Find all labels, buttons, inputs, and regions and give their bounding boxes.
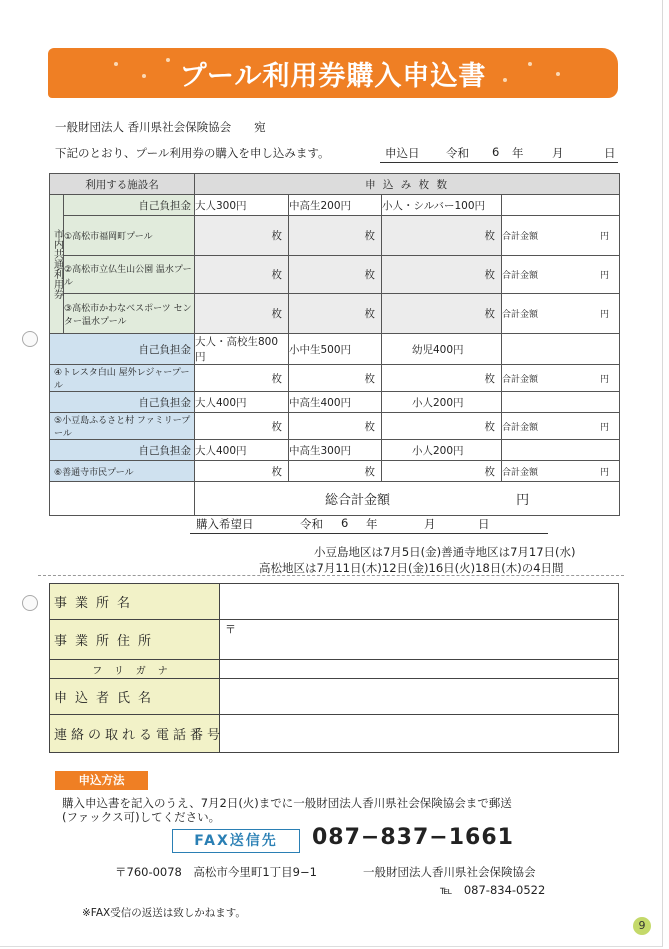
facility-row-6: ⑥善通寺市民プール bbox=[50, 461, 195, 482]
count-input[interactable]: 枚 bbox=[382, 461, 502, 482]
office-name-label: 事業所名 bbox=[50, 584, 220, 620]
cut-line bbox=[38, 575, 624, 576]
count-input[interactable]: 枚 bbox=[382, 413, 502, 440]
count-input[interactable]: 枚 bbox=[289, 216, 382, 256]
intro-text: 下記のとおり、プール利用券の購入を申し込みます。 bbox=[55, 146, 330, 160]
postal-address: 〒760-0078 高松市今里町1丁目9−1 bbox=[115, 865, 317, 879]
phone-label: 連絡の取れる電話番号 bbox=[50, 715, 220, 753]
fax-label: FAX送信先 bbox=[172, 829, 300, 853]
count-input[interactable]: 枚 bbox=[382, 256, 502, 294]
count-input[interactable]: 枚 bbox=[195, 413, 289, 440]
price-child: 小人・シルバー100円 bbox=[382, 195, 502, 216]
addressee: 一般財団法人 香川県社会保険協会 宛 bbox=[55, 120, 266, 134]
total-amount-field[interactable]: 合計金額 円 bbox=[502, 365, 620, 392]
facility-row-5: ⑤小豆島ふるさと村 ファミリープール bbox=[50, 413, 195, 440]
side-label: 市内共通利用券 bbox=[50, 195, 64, 334]
count-input[interactable]: 枚 bbox=[195, 365, 289, 392]
note-line-2: 高松地区は7月11日(木)12日(金)16日(火)18日(木)の4日間 bbox=[259, 561, 564, 575]
page-number: 9 bbox=[633, 917, 651, 935]
method-text-2: (ファックス可)してください。 bbox=[62, 810, 221, 824]
count-input[interactable]: 枚 bbox=[382, 294, 502, 334]
application-table: 利用する施設名 申 込 み 枚 数 市内共通利用券 自己負担金 大人300円 中高生200円 小人・シルバー100円 ①高松市福岡町プール 枚 枚 枚 合計金額 円 ②高松市立仏生山公園 温水プール 枚 枚 枚 合計金額 円 ③高松市かわなべスポーツ センター温水プール 枚 枚 枚 合計金額 円 自己負担金 大人・高校生800円 小中生500円 幼児400円 ④トレスタ白山 屋外レジャープール 枚 枚 枚 合計金額 円 自己負担金 大人400円 中高生400円 小人200円 ⑤小豆島ふるさと村 ファミリープール 枚 枚 枚 合計金額 円 自己負担金 大人400円 中高生300円 小人200円 ⑥善通寺市民プール 枚 枚 枚 合計金額 円 総合計金額 円 bbox=[49, 173, 620, 516]
furigana-field[interactable] bbox=[220, 660, 619, 679]
count-input[interactable]: 枚 bbox=[195, 216, 289, 256]
count-input[interactable]: 枚 bbox=[289, 461, 382, 482]
applicant-field[interactable] bbox=[220, 679, 619, 715]
fax-note: ※FAX受信の返送は致しかねます。 bbox=[82, 907, 246, 919]
total-amount-field[interactable]: 合計金額 円 bbox=[502, 216, 620, 256]
furigana-label: フリガナ bbox=[50, 660, 220, 679]
total-amount-field[interactable]: 合計金額 円 bbox=[502, 294, 620, 334]
count-input[interactable]: 枚 bbox=[289, 256, 382, 294]
self-pay-label: 自己負担金 bbox=[64, 195, 195, 216]
facility-row-2: ②高松市立仏生山公園 温水プール bbox=[64, 256, 195, 294]
total-amount-field[interactable]: 合計金額 円 bbox=[502, 461, 620, 482]
price-adult: 大人300円 bbox=[195, 195, 289, 216]
page-title: プール利用券購入申込書 bbox=[179, 61, 487, 92]
tel-number: ℡ 087-834-0522 bbox=[440, 883, 546, 897]
phone-field[interactable] bbox=[220, 715, 619, 753]
count-input[interactable]: 枚 bbox=[289, 365, 382, 392]
facility-row-4: ④トレスタ白山 屋外レジャープール bbox=[50, 365, 195, 392]
count-input[interactable]: 枚 bbox=[195, 294, 289, 334]
method-text-1: 購入申込書を記入のうえ、7月2日(火)までに一般財団法人香川県社会保険協会まで郵送 bbox=[62, 796, 512, 810]
facility-row-3: ③高松市かわなべスポーツ センター温水プール bbox=[64, 294, 195, 334]
count-input[interactable]: 枚 bbox=[289, 413, 382, 440]
note-line-1: 小豆島地区は7月5日(金)善通寺地区は7月17日(水) bbox=[314, 545, 576, 559]
binder-hole-icon bbox=[22, 331, 38, 347]
grand-total-field[interactable]: 総合計金額 円 bbox=[195, 482, 620, 516]
applicant-label: 申込者氏名 bbox=[50, 679, 220, 715]
binder-hole-icon bbox=[22, 595, 38, 611]
count-input[interactable]: 枚 bbox=[382, 216, 502, 256]
count-input[interactable]: 枚 bbox=[195, 461, 289, 482]
decorative-dot bbox=[629, 64, 647, 82]
office-address-label: 事業所住所 bbox=[50, 620, 220, 660]
method-badge: 申込方法 bbox=[55, 771, 148, 790]
count-input[interactable]: 枚 bbox=[382, 365, 502, 392]
count-input[interactable]: 枚 bbox=[195, 256, 289, 294]
count-header: 申 込 み 枚 数 bbox=[195, 174, 620, 195]
title-banner bbox=[48, 48, 618, 98]
org-name: 一般財団法人香川県社会保険協会 bbox=[363, 865, 536, 879]
total-amount-field[interactable]: 合計金額 円 bbox=[502, 413, 620, 440]
office-name-field[interactable] bbox=[220, 584, 619, 620]
office-address-field[interactable]: 〒 bbox=[220, 620, 619, 660]
facility-header: 利用する施設名 bbox=[50, 174, 195, 195]
count-input[interactable]: 枚 bbox=[289, 294, 382, 334]
applicant-info-table bbox=[49, 583, 619, 753]
total-amount-field[interactable]: 合計金額 円 bbox=[502, 256, 620, 294]
price-student: 中高生200円 bbox=[289, 195, 382, 216]
fax-number: 087−837−1661 bbox=[312, 825, 514, 850]
facility-row-1: ①高松市福岡町プール bbox=[64, 216, 195, 256]
